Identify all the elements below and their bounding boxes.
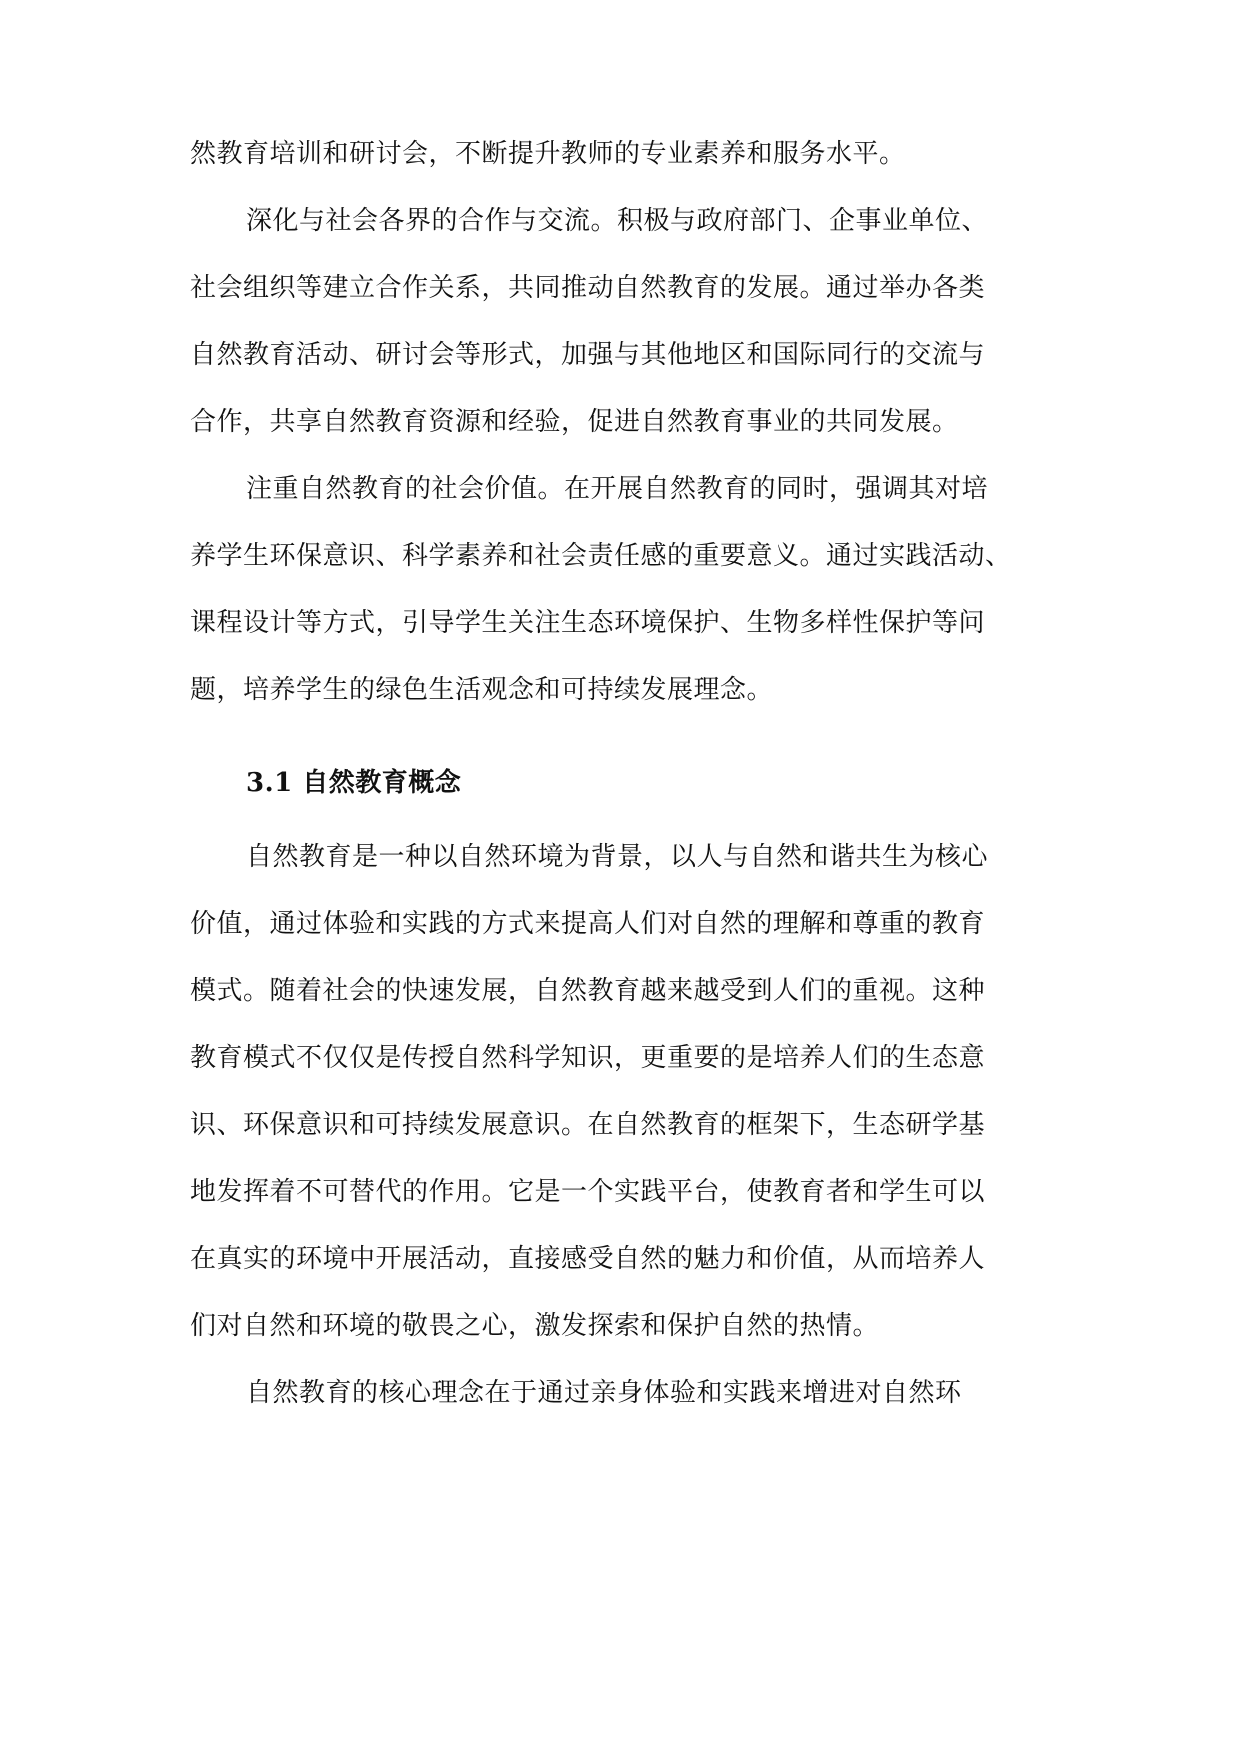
paragraph-line: 模式。随着社会的快速发展，自然教育越来越受到人们的重视。这种 xyxy=(190,976,986,1006)
paragraph-line: 教育模式不仅仅是传授自然科学知识，更重要的是培养人们的生态意 xyxy=(190,1043,986,1073)
paragraph-line: 题，培养学生的绿色生活观念和可持续发展理念。 xyxy=(190,675,774,705)
paragraph-line: 合作，共享自然教育资源和经验，促进自然教育事业的共同发展。 xyxy=(190,407,959,437)
paragraph-line: 养学生环保意识、科学素养和社会责任感的重要意义。通过实践活动、 xyxy=(190,541,1012,571)
paragraph-line: 注重自然教育的社会价值。在开展自然教育的同时，强调其对培 xyxy=(246,474,989,504)
paragraph-line: 在真实的环境中开展活动，直接感受自然的魅力和价值，从而培养人 xyxy=(190,1244,986,1274)
paragraph-line: 社会组织等建立合作关系，共同推动自然教育的发展。通过举办各类 xyxy=(190,273,986,303)
paragraph-line: 价值，通过体验和实践的方式来提高人们对自然的理解和尊重的教育 xyxy=(190,909,986,939)
section-heading: 3.1 自然教育概念 xyxy=(246,768,462,798)
paragraph-line: 然教育培训和研讨会，不断提升教师的专业素养和服务水平。 xyxy=(190,139,906,169)
paragraph-line: 地发挥着不可替代的作用。它是一个实践平台，使教育者和学生可以 xyxy=(190,1177,986,1207)
paragraph-line: 自然教育活动、研讨会等形式，加强与其他地区和国际同行的交流与 xyxy=(190,340,986,370)
paragraph-line: 自然教育是一种以自然环境为背景，以人与自然和谐共生为核心 xyxy=(246,842,989,872)
paragraph-line: 们对自然和环境的敬畏之心，激发探索和保护自然的热情。 xyxy=(190,1311,880,1341)
paragraph-line: 识、环保意识和可持续发展意识。在自然教育的框架下，生态研学基 xyxy=(190,1110,986,1140)
paragraph-line: 课程设计等方式，引导学生关注生态环境保护、生物多样性保护等问 xyxy=(190,608,986,638)
paragraph-line: 自然教育的核心理念在于通过亲身体验和实践来增进对自然环 xyxy=(246,1378,962,1408)
paragraph-line: 深化与社会各界的合作与交流。积极与政府部门、企事业单位、 xyxy=(246,206,989,236)
